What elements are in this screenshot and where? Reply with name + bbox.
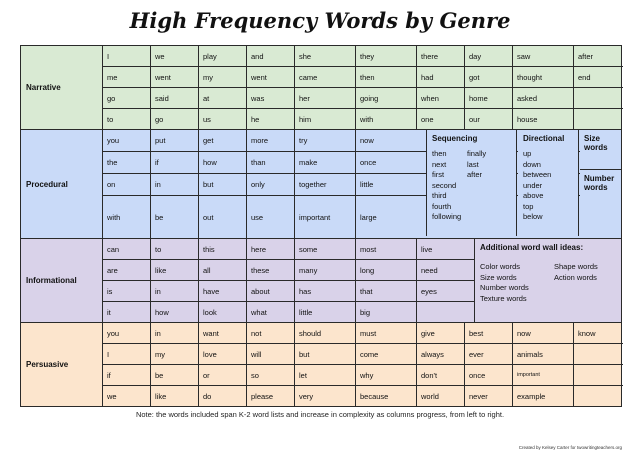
sequencing-word: following xyxy=(432,212,462,221)
idea-item: Size words xyxy=(480,272,517,282)
word-cell: use xyxy=(247,196,295,238)
genre-label-narrative: Narrative xyxy=(21,46,103,129)
word-cell: once xyxy=(465,365,513,385)
word-cell: then xyxy=(356,67,417,87)
idea-item: Number words xyxy=(480,283,529,292)
word-cell: about xyxy=(247,281,295,301)
word-cell: want xyxy=(199,323,247,343)
credit-line: Created by Kelsey Carter for twowritingteachers.org xyxy=(518,445,622,450)
word-cell: if xyxy=(151,152,199,173)
word-cell: I xyxy=(103,46,151,66)
word-cell: but xyxy=(199,174,247,195)
directional-word: top xyxy=(523,201,534,211)
word-cell: to xyxy=(103,109,151,129)
word-wall-ideas-heading: Additional word wall ideas: xyxy=(480,243,584,252)
word-cell: with xyxy=(356,109,417,129)
word-cell: me xyxy=(103,67,151,87)
word-cell: best xyxy=(465,323,513,343)
word-cell: her xyxy=(295,88,356,108)
word-cell: thought xyxy=(513,67,574,87)
word-cell: why xyxy=(356,365,417,385)
word-cell: in xyxy=(151,281,199,301)
word-cell: now xyxy=(360,136,374,145)
word-cell: us xyxy=(199,109,247,129)
word-cell: they xyxy=(356,46,417,66)
sequencing-block xyxy=(426,130,517,236)
word-cell: out xyxy=(199,196,247,238)
word-cell: end xyxy=(578,72,591,82)
word-wall-ideas-block xyxy=(474,239,621,322)
word-cell: important xyxy=(295,196,356,238)
section-procedural xyxy=(21,130,621,239)
word-cell xyxy=(574,109,623,129)
word-cell: eyes xyxy=(421,286,437,296)
word-cell: need xyxy=(421,265,438,275)
word-cell: home xyxy=(465,88,513,108)
word-cell xyxy=(417,302,465,322)
sequencing-word: fourth xyxy=(432,201,452,211)
word-cell: get xyxy=(199,130,247,151)
word-cell: are xyxy=(103,260,151,280)
word-cell: go xyxy=(103,88,151,108)
word-cell: how xyxy=(151,302,199,322)
word-cell: love xyxy=(199,344,247,364)
section-persuasive xyxy=(21,323,621,407)
word-cell: you xyxy=(103,130,151,151)
word-cell: asked xyxy=(513,88,574,108)
word-cell: day xyxy=(465,46,513,66)
word-cell: said xyxy=(151,88,199,108)
sequencing-word: third xyxy=(432,191,447,200)
word-cell: many xyxy=(295,260,356,280)
word-cell: house xyxy=(513,109,574,129)
word-cell: you xyxy=(103,323,151,343)
word-cell: big xyxy=(356,302,417,322)
word-cell: be xyxy=(151,365,199,385)
sequencing-word: finally xyxy=(467,149,487,158)
word-cell: these xyxy=(247,260,295,280)
sequencing-heading: Sequencing xyxy=(432,134,478,143)
word-cell: give xyxy=(417,323,465,343)
word-cell: play xyxy=(199,46,247,66)
table-row xyxy=(103,46,623,67)
word-cell: example xyxy=(513,386,574,406)
sequencing-word: last xyxy=(467,159,479,169)
word-cell: once xyxy=(360,158,377,167)
word-cell: going xyxy=(356,88,417,108)
word-cell: not xyxy=(247,323,295,343)
word-cell: more xyxy=(247,130,295,151)
word-cell: has xyxy=(295,281,356,301)
word-cell: how xyxy=(199,152,247,173)
word-cell: I xyxy=(103,344,151,364)
word-cell: go xyxy=(151,109,199,129)
word-cell: make xyxy=(295,152,356,173)
word-cell: most xyxy=(356,239,417,259)
word-cell: went xyxy=(151,67,199,87)
table-row xyxy=(103,323,623,344)
word-cell: if xyxy=(103,365,151,385)
word-cell: we xyxy=(103,386,151,406)
word-cell: got xyxy=(465,67,513,87)
word-cell: look xyxy=(199,302,247,322)
page-title: High Frequency Words by Genre xyxy=(129,8,511,33)
table-row xyxy=(103,88,623,109)
sequencing-word: after xyxy=(467,170,483,179)
word-cell: come xyxy=(356,344,417,364)
word-cell: that xyxy=(356,281,417,301)
word-cell: put xyxy=(151,130,199,151)
word-cell: it xyxy=(103,302,151,322)
footnote: Note: the words included span K-2 word lists and increase in complexity as columns progress, from left to right. xyxy=(135,410,505,419)
word-cell: little xyxy=(360,180,374,189)
word-cell xyxy=(574,365,623,385)
word-cell: one xyxy=(417,109,465,129)
word-cell: she xyxy=(295,46,356,66)
section-informational xyxy=(21,239,621,323)
word-cell: like xyxy=(151,386,199,406)
word-cell: but xyxy=(295,344,356,364)
directional-word: up xyxy=(523,149,532,158)
word-cell: than xyxy=(247,152,295,173)
word-cell: know xyxy=(578,328,596,338)
word-cell: live xyxy=(421,244,433,254)
word-cell: always xyxy=(417,344,465,364)
section-narrative xyxy=(21,45,621,130)
word-cell: had xyxy=(417,67,465,87)
word-cell: important xyxy=(513,365,574,385)
idea-item: Color words xyxy=(480,262,521,271)
table-row xyxy=(103,67,623,88)
idea-item: Action words xyxy=(554,272,597,282)
directional-word: under xyxy=(523,180,543,190)
word-cell: was xyxy=(247,88,295,108)
table-row xyxy=(103,365,623,386)
word-cell: very xyxy=(295,386,356,406)
sequencing-word: then xyxy=(432,149,447,158)
genre-label-procedural: Procedural xyxy=(21,130,103,238)
word-cell: what xyxy=(247,302,295,322)
word-cell: like xyxy=(151,260,199,280)
word-cell: with xyxy=(103,196,151,238)
word-cell: don't xyxy=(417,365,465,385)
table-row xyxy=(103,386,623,406)
word-cell: my xyxy=(199,67,247,87)
word-cell: some xyxy=(295,239,356,259)
genre-label-informational: Informational xyxy=(21,239,103,322)
idea-item: Shape words xyxy=(554,262,598,271)
word-cell: little xyxy=(295,302,356,322)
word-cell: and xyxy=(247,46,295,66)
word-cell: all xyxy=(199,260,247,280)
word-cell: animals xyxy=(513,344,574,364)
word-cell: long xyxy=(356,260,417,280)
word-cell xyxy=(574,88,623,108)
word-cell: we xyxy=(151,46,199,66)
word-cell: please xyxy=(247,386,295,406)
word-cell: came xyxy=(295,67,356,87)
word-cell: saw xyxy=(513,46,574,66)
word-cell: him xyxy=(295,109,356,129)
size-number-block xyxy=(580,130,621,236)
word-cell: have xyxy=(199,281,247,301)
word-cell: or xyxy=(199,365,247,385)
word-cell: only xyxy=(247,174,295,195)
word-cell: the xyxy=(103,152,151,173)
word-table xyxy=(20,45,622,407)
sequencing-word: second xyxy=(432,180,457,190)
word-cell: ever xyxy=(465,344,513,364)
directional-word: below xyxy=(523,212,543,221)
directional-heading: Directional xyxy=(523,134,565,143)
word-cell: can xyxy=(103,239,151,259)
word-cell: do xyxy=(199,386,247,406)
word-cell: never xyxy=(465,386,513,406)
word-cell: because xyxy=(356,386,417,406)
word-cell: our xyxy=(465,109,513,129)
directional-word: down xyxy=(523,159,541,169)
word-cell xyxy=(574,344,623,364)
word-cell: after xyxy=(578,51,594,61)
word-cell: this xyxy=(199,239,247,259)
number-words-label: Number words xyxy=(584,174,615,192)
word-cell: when xyxy=(417,88,465,108)
word-cell: now xyxy=(513,323,574,343)
sequencing-word: first xyxy=(432,170,445,179)
idea-item: Texture words xyxy=(480,293,527,303)
table-row xyxy=(103,344,623,365)
directional-block xyxy=(518,130,579,236)
word-cell: here xyxy=(247,239,295,259)
word-cell: large xyxy=(360,212,377,222)
word-cell: at xyxy=(199,88,247,108)
word-cell: he xyxy=(247,109,295,129)
genre-label-persuasive: Persuasive xyxy=(21,323,103,406)
word-cell xyxy=(574,386,623,406)
sequencing-word: next xyxy=(432,159,447,169)
word-cell: try xyxy=(295,130,356,151)
word-cell: went xyxy=(247,67,295,87)
word-cell: to xyxy=(151,239,199,259)
directional-word: between xyxy=(523,170,552,179)
size-words-label: Size words xyxy=(580,130,621,170)
word-cell: in xyxy=(151,323,199,343)
word-cell: must xyxy=(356,323,417,343)
word-cell: together xyxy=(295,174,356,195)
word-cell: will xyxy=(247,344,295,364)
directional-word: above xyxy=(523,191,544,200)
word-cell: is xyxy=(103,281,151,301)
word-cell: be xyxy=(151,196,199,238)
word-cell: there xyxy=(417,46,465,66)
word-cell: so xyxy=(247,365,295,385)
word-cell: my xyxy=(151,344,199,364)
table-row xyxy=(103,109,623,129)
word-cell: in xyxy=(151,174,199,195)
word-cell: on xyxy=(103,174,151,195)
word-cell: world xyxy=(417,386,465,406)
word-cell: should xyxy=(295,323,356,343)
word-cell: let xyxy=(295,365,356,385)
